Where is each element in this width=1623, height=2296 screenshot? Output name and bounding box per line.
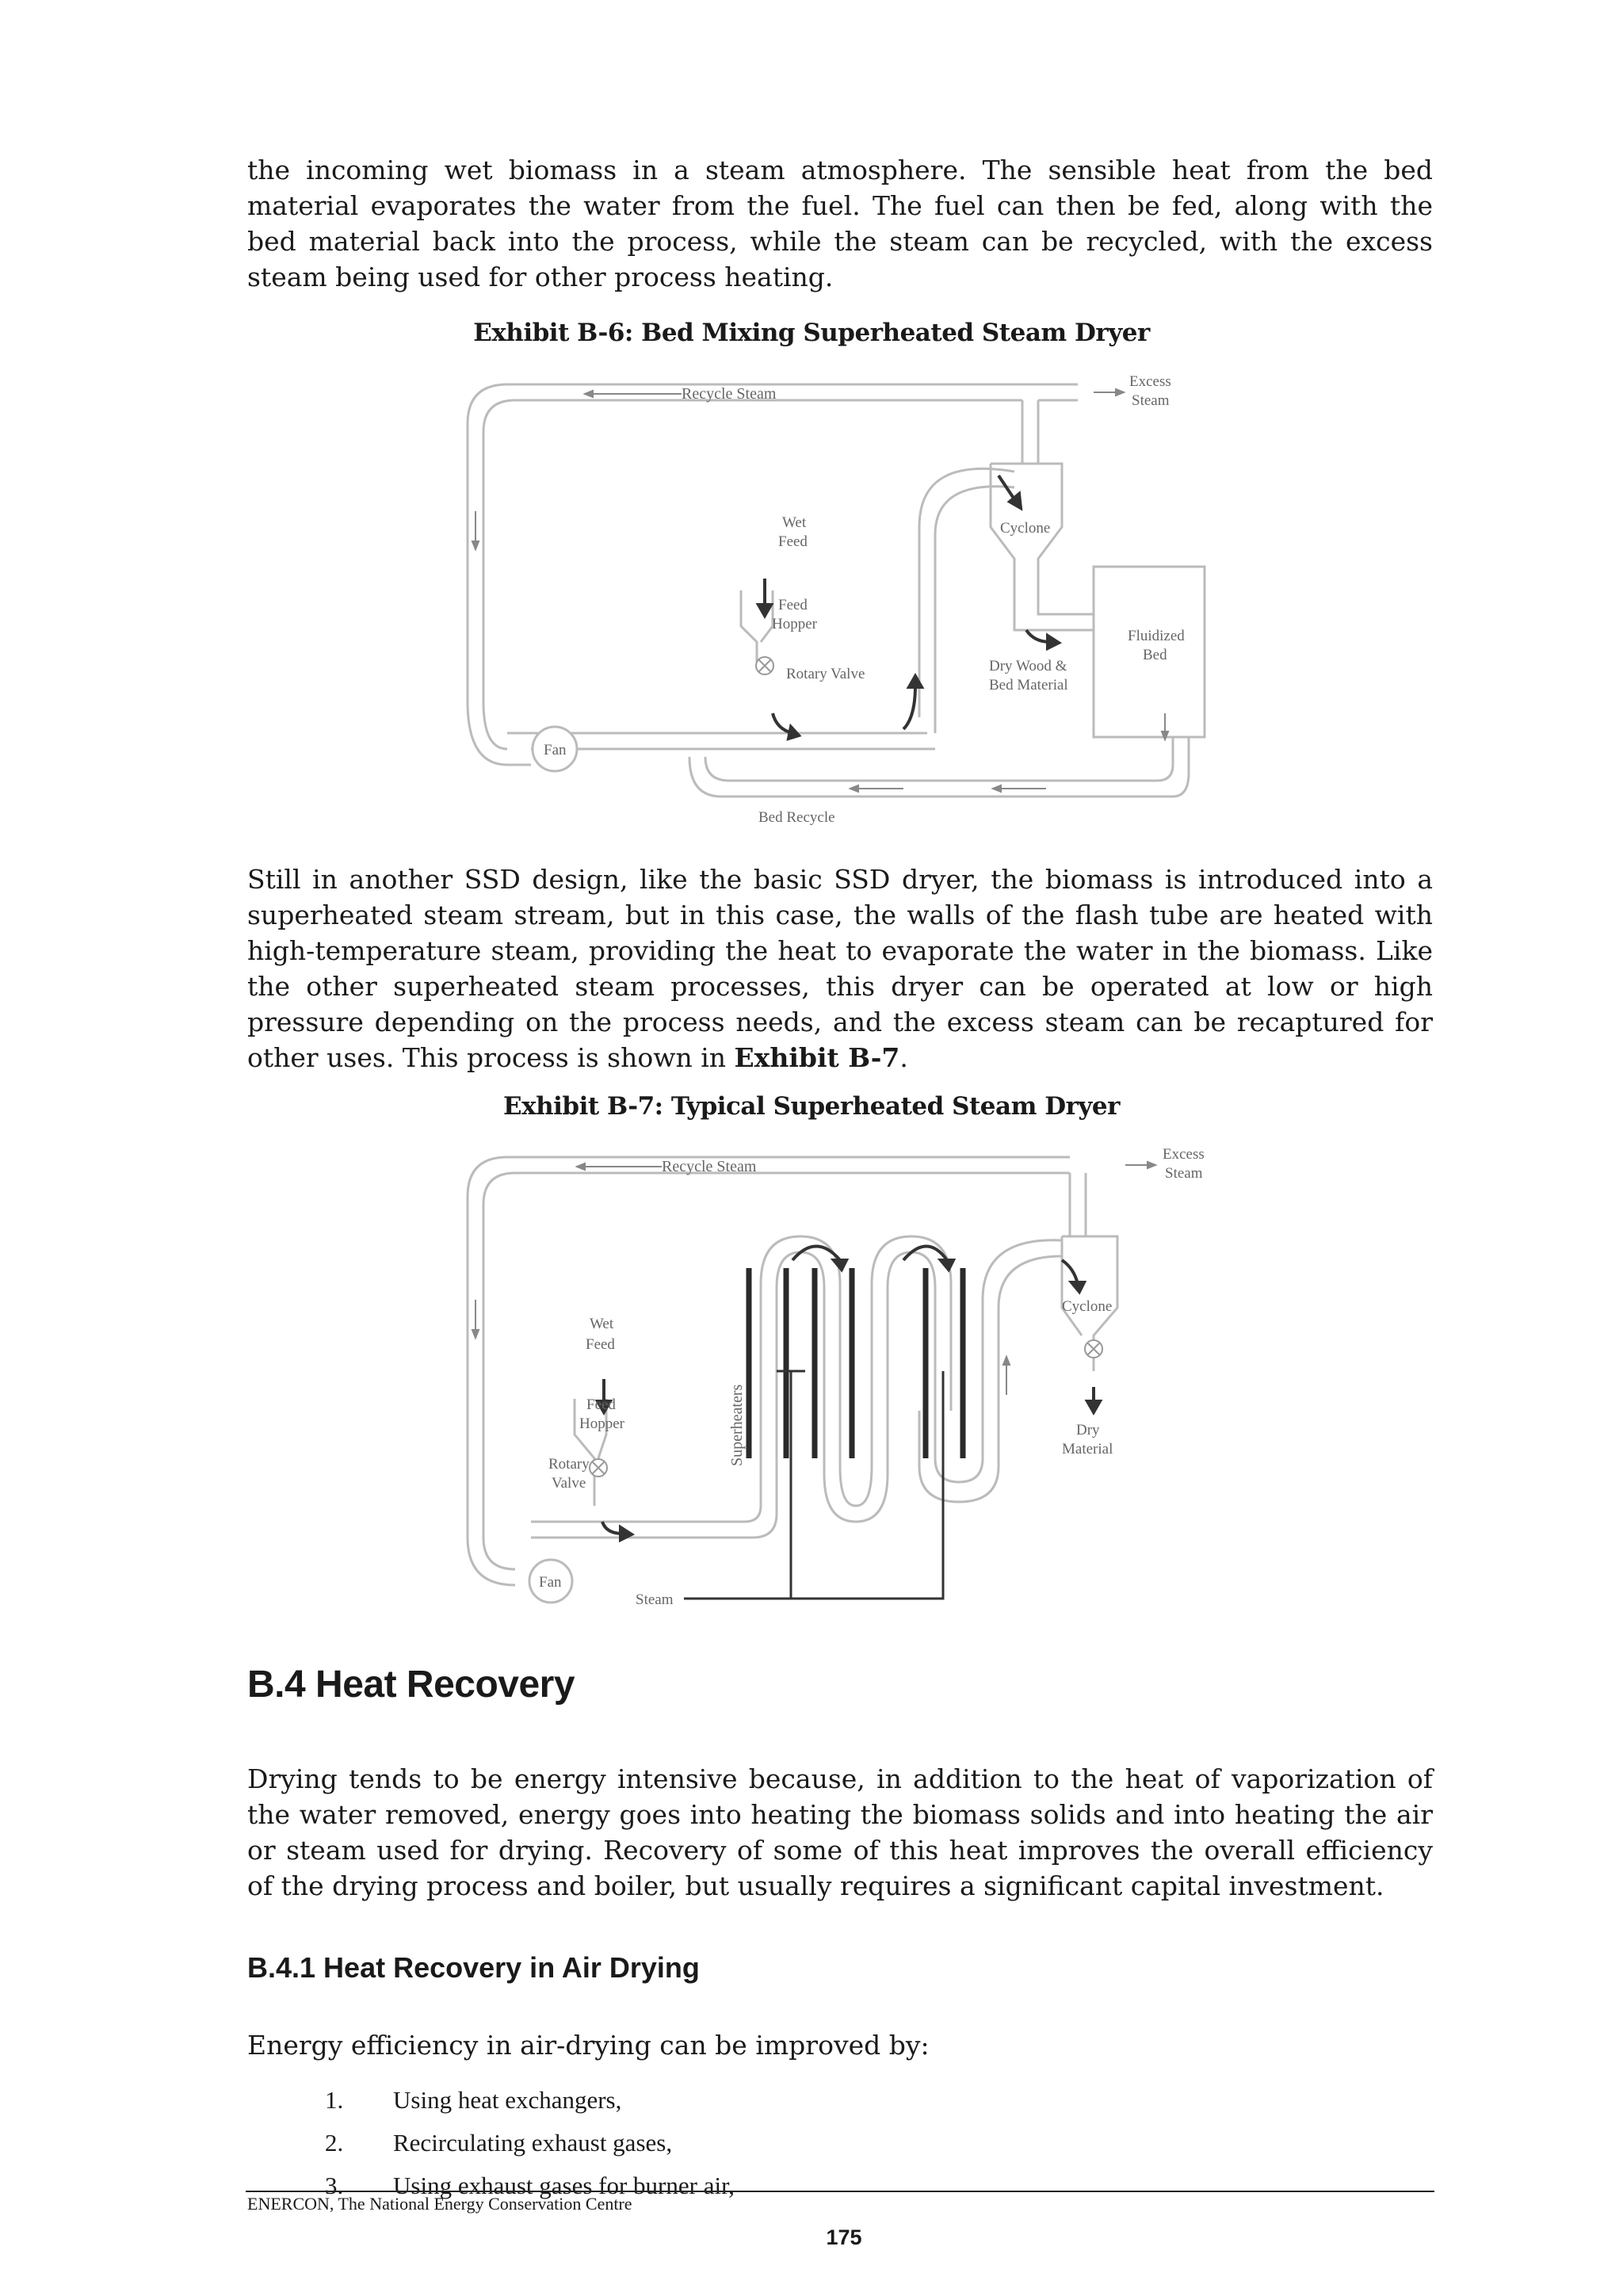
list-item-number: 2. [325, 2129, 344, 2157]
b7-label-wet: Wet [590, 1316, 614, 1332]
exhibit-b7-reference: Exhibit B-7 [734, 1042, 900, 1073]
footer-divider [246, 2191, 1434, 2192]
b6-label-steam: Steam [1132, 392, 1170, 409]
b6-label-bed: Bed [1143, 647, 1167, 663]
b7-label-steam: Steam [1165, 1165, 1203, 1182]
b7-label-cyclone: Cyclone [1062, 1298, 1113, 1315]
list-item-text: Recirculating exhaust gases, [393, 2129, 673, 2157]
b7-label-feed: Feed [586, 1336, 615, 1353]
exhibit-b7-caption: Exhibit B-7: Typical Superheated Steam Dryer [502, 1092, 1120, 1121]
b7-label-fan: Fan [539, 1574, 562, 1591]
list-item [285, 2129, 735, 2172]
list-item-number: 1. [325, 2086, 344, 2114]
b7-label-steam-input: Steam [636, 1591, 674, 1608]
ssd-paragraph-end: . [899, 1042, 908, 1073]
b6-label-bed-recycle: Bed Recycle [758, 809, 835, 826]
b7-label-material: Material [1062, 1441, 1113, 1457]
b6-label-fan: Fan [544, 742, 567, 758]
b6-label-recycle-steam: Recycle Steam [682, 385, 777, 403]
b7-label-superheaters: Superheaters [728, 1384, 746, 1466]
b7-label-valve: Valve [552, 1475, 586, 1492]
footer-organization: ENERCON, The National Energy Conservation Centre [247, 2194, 632, 2214]
exhibit-b7-diagram [460, 1141, 1244, 1617]
b6-label-feed-hopper-1: Feed [778, 597, 808, 613]
b7-label-recycle-steam: Recycle Steam [662, 1158, 757, 1175]
b7-label-rotary: Rotary [548, 1456, 590, 1473]
list-item [285, 2086, 735, 2129]
list-item-text: Using heat exchangers, [393, 2086, 622, 2114]
section-b4-paragraph: Drying tends to be energy intensive because, in addition to the heat of vaporization of the water removed, energy goes into heating the biomass solids and into heating the air or steam used for drying. Recovery of some of this heat improves the overall efficiency of the drying process and boiler, but usually requires a significant capital investment. [247, 1763, 1433, 1901]
b7-label-excess: Excess [1163, 1146, 1205, 1163]
b6-label-cyclone: Cyclone [1000, 520, 1051, 537]
exhibit-b6-diagram [460, 369, 1236, 844]
b6-label-feed-hopper-2: Hopper [772, 616, 817, 632]
exhibit-b6-caption: Exhibit B-6: Bed Mixing Superheated Steam Dryer [473, 319, 1150, 347]
section-b41-heading: B.4.1 Heat Recovery in Air Drying [247, 1951, 700, 1984]
b6-label-wet: Wet [782, 514, 807, 531]
page-number: 175 [826, 2225, 862, 2249]
section-b4-heading: B.4 Heat Recovery [247, 1664, 575, 1706]
b6-label-rotary-valve: Rotary Valve [786, 666, 865, 682]
b6-label-feed: Feed [778, 533, 808, 550]
list-item-number: 3. [325, 2172, 344, 2199]
b6-label-dry-wood: Dry Wood & [989, 658, 1067, 674]
b6-label-excess: Excess [1129, 373, 1171, 390]
section-b41-intro: Energy efficiency in air-drying can be improved by: [247, 2030, 930, 2061]
b7-label-feed-hopper-1: Feed [586, 1396, 616, 1413]
b7-label-dry: Dry [1076, 1422, 1100, 1438]
b7-label-feed-hopper-2: Hopper [579, 1415, 624, 1432]
ssd-paragraph [247, 861, 1433, 1075]
list-item-text: Using exhaust gases for burner air, [393, 2172, 735, 2199]
b6-label-bed-material: Bed Material [989, 677, 1068, 693]
intro-paragraph: the incoming wet biomass in a steam atmosphere. The sensible heat from the bed material evaporates the water from the fuel. The fuel can then be fed, along with the bed material back into the process, while the steam can be recycled, with the excess steam being used for other process heating. [247, 155, 1433, 292]
b6-label-fluidized: Fluidized [1128, 628, 1185, 644]
ssd-paragraph-text: Still in another SSD design, like the basic SSD dryer, the biomass is introduced into a superheated steam stream, but in this case, the walls of the flash tube are heated with high-temperature steam, providing the heat to evaporate the water in the biomass. Like the other superheated steam processes, this dryer can be operated at low or high pressure depending on the process needs, and the excess steam can be recaptured for other uses. This process is shown in [247, 864, 1433, 1073]
